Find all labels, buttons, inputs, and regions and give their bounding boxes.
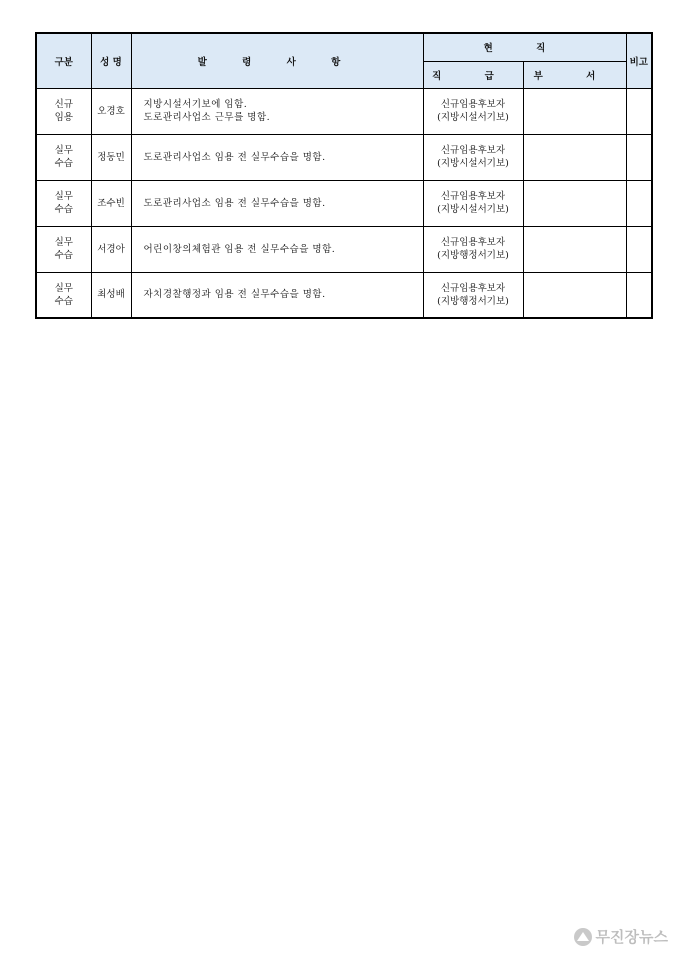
- order-cell: 도로관리사업소 임용 전 실무수습을 명함.: [131, 134, 423, 180]
- header-current-position: 현 직: [423, 33, 626, 61]
- name-cell: 서경아: [91, 226, 131, 272]
- name-cell: 최성배: [91, 272, 131, 318]
- header-name: 성 명: [91, 33, 131, 88]
- header-dept: 부 서: [523, 61, 626, 88]
- order-cell: 어린이창의체험관 임용 전 실무수습을 명함.: [131, 226, 423, 272]
- name-cell: 오경호: [91, 88, 131, 134]
- header-category: 구분: [36, 33, 91, 88]
- note-cell: [626, 180, 652, 226]
- order-cell: 지방시설서기보에 임함. 도로관리사업소 근무를 명함.: [131, 88, 423, 134]
- header-order: 발 령 사 항: [131, 33, 423, 88]
- dept-cell: [523, 88, 626, 134]
- category-cell: 실무 수습: [36, 226, 91, 272]
- table-row: [36, 180, 652, 226]
- dept-cell: [523, 272, 626, 318]
- appointment-table: [35, 32, 653, 319]
- rank-cell: 신규임용후보자 (지방시설서기보): [423, 88, 523, 134]
- note-cell: [626, 134, 652, 180]
- note-cell: [626, 88, 652, 134]
- name-cell: 조수빈: [91, 180, 131, 226]
- rank-cell: 신규임용후보자 (지방행정서기보): [423, 226, 523, 272]
- table-row: [36, 88, 652, 134]
- rank-cell: 신규임용후보자 (지방시설서기보): [423, 134, 523, 180]
- dept-cell: [523, 134, 626, 180]
- category-cell: 실무 수습: [36, 180, 91, 226]
- name-cell: 정동민: [91, 134, 131, 180]
- watermark: [574, 926, 668, 947]
- category-cell: 실무 수습: [36, 134, 91, 180]
- rank-cell: 신규임용후보자 (지방시설서기보): [423, 180, 523, 226]
- category-cell: 신규 임용: [36, 88, 91, 134]
- header-rank: 직 급: [423, 61, 523, 88]
- dept-cell: [523, 180, 626, 226]
- header-note: 비고: [626, 33, 652, 88]
- watermark-text: 무진장뉴스: [595, 928, 668, 946]
- order-cell: 도로관리사업소 임용 전 실무수습을 명함.: [131, 180, 423, 226]
- table-row: [36, 226, 652, 272]
- rank-cell: 신규임용후보자 (지방행정서기보): [423, 272, 523, 318]
- note-cell: [626, 226, 652, 272]
- dept-cell: [523, 226, 626, 272]
- table-row: [36, 272, 652, 318]
- order-cell: 자치경찰행정과 임용 전 실무수습을 명함.: [131, 272, 423, 318]
- note-cell: [626, 272, 652, 318]
- table-row: [36, 134, 652, 180]
- mountain-logo-icon: [574, 928, 592, 946]
- category-cell: 실무 수습: [36, 272, 91, 318]
